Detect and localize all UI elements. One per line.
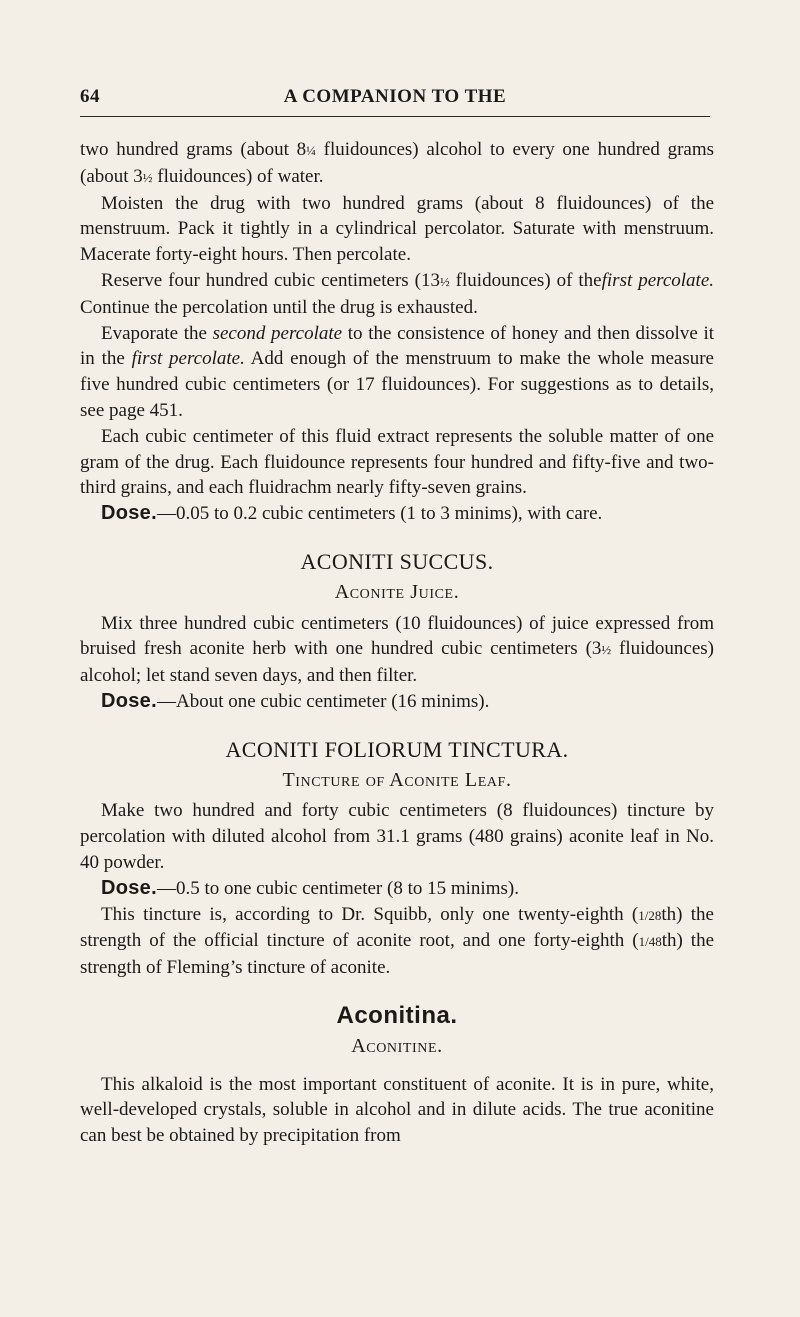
section-title: ACONITI SUCCUS. [300,548,494,574]
running-head: A COMPANION TO THE [283,86,507,107]
header-rule [80,116,710,117]
section-subtitle: Aconitine. [351,1034,443,1057]
paragraph: Moisten the drug with two hundred grams (about 8 fluidounces) of the menstruum. Pack it tightly in a cylindrical percolator. Saturate with menstruum. Macerate forty-eight hours. Then percolate. [80,192,714,266]
paragraph: Make two hundred and forty cubic centimeters (8 fluidounces) tincture by percolation with diluted alcohol from 31.1 grams (480 grains) aconite leaf in No. 40 powder. [80,800,714,873]
paragraph: This alkaloid is the most important constituent of aconite. It is in pure, white, well-developed crystals, soluble in alcohol and in dilute acids. The true aconitine can best be obtained by precipitation from [80,1073,714,1147]
paragraph: Mix three hundred cubic centimeters (10 fluidounces) of juice expressed from bruised fresh aconite herb with one hundred cubic centimeters (3½ fluidounces) alcohol; let stand seven days, and then filter. [80,612,715,687]
dose-label: Dose. [101,876,157,899]
dose-label: Dose. [101,502,157,525]
dose-line: Dose.—0.05 to 0.2 cubic centimeters (1 to 3 minims), with care. [101,502,603,525]
section-title: Aconitina. [336,1001,458,1029]
paragraph: two hundred grams (about 8¼ fluidounces) alcohol to every one hundred grams (about 3½ fluidounces) of water. [80,139,715,187]
paragraph: This tincture is, according to Dr. Squibb, only one twenty-eighth (1/28th) the strength of the official tincture of aconite root, and one forty-eighth (1/48th) the strength of Fleming’s tincture of aconite. [80,903,715,979]
section-subtitle: Tincture of Aconite Leaf. [282,768,512,791]
section-title: ACONITI FOLIORUM TINCTURA. [225,736,569,762]
page-body [80,137,714,1149]
paragraph: Reserve four hundred cubic centimeters (13½ fluidounces) of thefirst percolate. Continue the percolation until the drug is exhausted. [80,269,715,318]
paragraph: Each cubic centimeter of this fluid extract represents the soluble matter of one gram of the drug. Each fluidounce represents four hundred and fifty-five and two-third grains, and each fluidrachm nearly fifty-seven grains. [80,425,714,499]
dose-label: Dose. [101,689,157,712]
paragraph: Evaporate the second percolate to the consistence of honey and then dissolve it in the first percolate. Add enough of the menstruum to make the whole measure five hundred cubic centimeters (or 17 fluidounces). For suggestions as to details, see page 451. [80,322,715,421]
dose-line: Dose.—0.5 to one cubic centimeter (8 to 15 minims). [101,876,519,899]
dose-line: Dose.—About one cubic centimeter (16 minims). [101,689,490,712]
page-number: 64 [80,86,100,107]
section-subtitle: Aconite Juice. [334,580,460,603]
